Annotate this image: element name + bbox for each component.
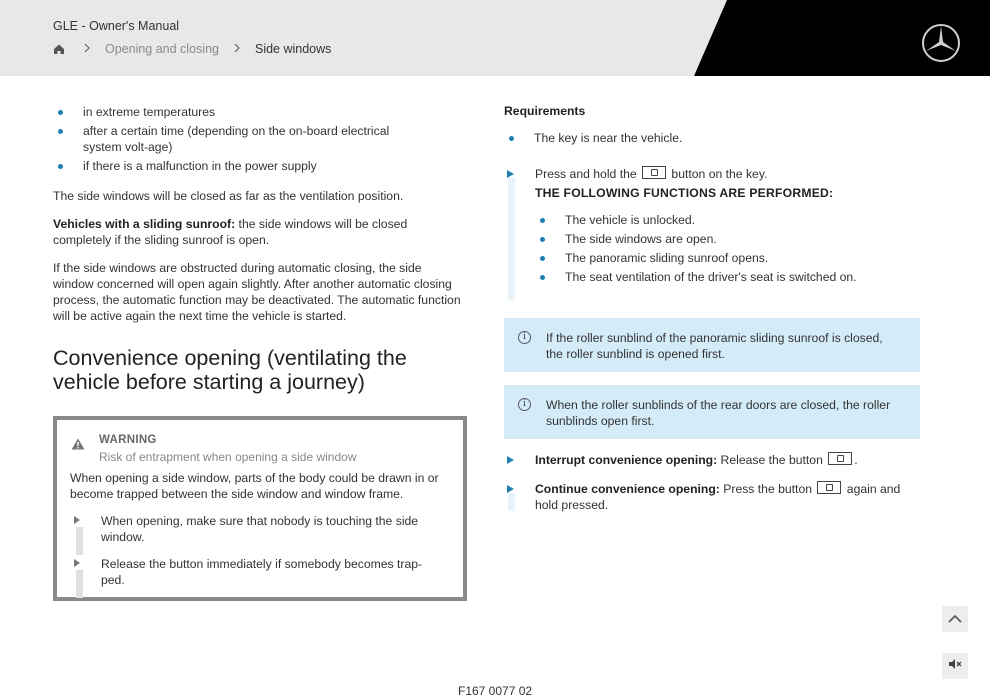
- step-bar: [508, 178, 515, 300]
- key-unlock-button-icon: [828, 452, 852, 465]
- breadcrumb-link-opening-closing[interactable]: Opening and closing: [105, 41, 219, 56]
- step-arrow-icon: [74, 559, 80, 567]
- functions-list: [535, 212, 920, 285]
- step-text-pre: Press and hold the: [535, 167, 637, 181]
- interrupt-step: [504, 452, 920, 468]
- step-bar: [76, 527, 83, 555]
- interrupt-end: .: [854, 453, 858, 467]
- breadcrumb-current: Side windows: [254, 41, 332, 56]
- key-unlock-button-icon: [817, 481, 841, 494]
- continue-label: Continue convenience opening:: [535, 482, 720, 496]
- warning-box: [53, 416, 467, 601]
- warning-triangle-icon: [71, 437, 85, 455]
- chevron-up-icon: [948, 610, 962, 628]
- step-bar: [508, 493, 515, 511]
- step-text: [535, 166, 920, 182]
- list-item: in extreme temperatures: [53, 104, 468, 120]
- list-item: The vehicle is unlocked.: [535, 212, 920, 228]
- info-icon: i: [518, 331, 531, 344]
- list-item: after a certain time (depending on the on-board electrical system volt-age): [53, 123, 423, 155]
- right-column: [504, 104, 920, 302]
- list-item: The seat ventilation of the driver's seat is switched on.: [535, 269, 920, 285]
- step-arrow-icon: [507, 456, 514, 464]
- list-item: if there is a malfunction in the power supply: [53, 158, 468, 174]
- continue-step: [504, 481, 920, 513]
- requirements-list: [504, 130, 920, 146]
- warning-step-text: When opening, make sure that nobody is touching the side window.: [101, 514, 419, 544]
- key-unlock-button-icon: [642, 166, 666, 179]
- step-text: [535, 481, 920, 513]
- manual-title: GLE - Owner's Manual: [53, 19, 180, 33]
- list-item: The side windows are open.: [535, 231, 920, 247]
- scroll-top-button[interactable]: [942, 606, 968, 632]
- home-icon[interactable]: [53, 43, 65, 55]
- speaker-mute-icon: [948, 657, 962, 675]
- step-arrow-icon: [74, 516, 80, 524]
- info-text: If the roller sunblind of the panoramic sliding sunroof is closed, the roller sunblind is opened first.: [546, 331, 883, 361]
- step-bar: [76, 570, 83, 598]
- sunroof-text: the side windows will be closed completely if the sliding sunroof is open.: [53, 217, 408, 247]
- info-box-sunblind: [504, 318, 920, 372]
- warning-step-text: Release the button immediately if somebody becomes trap-ped.: [101, 557, 423, 587]
- warning-step: [72, 513, 442, 545]
- breadcrumb: [53, 41, 331, 56]
- list-item: The key is near the vehicle.: [504, 130, 920, 146]
- warning-steps: [72, 513, 442, 599]
- info-text: When the roller sunblinds of the rear doors are closed, the roller sunblinds open first.: [546, 398, 891, 428]
- requirements-title: Requirements: [504, 104, 586, 118]
- info-box-rear-sunblinds: [504, 385, 920, 439]
- section-heading: Convenience opening (ventilating the vehicle before starting a journey): [53, 346, 407, 394]
- left-column: [53, 104, 468, 394]
- functions-title: THE FOLLOWING FUNCTIONS ARE PERFORMED:: [535, 186, 834, 200]
- step-arrow-icon: [507, 170, 514, 178]
- chevron-right-icon: [83, 41, 91, 56]
- mute-button[interactable]: [942, 653, 968, 679]
- paragraph-obstruction: If the side windows are obstructed during automatic closing, the side window concerned will open again slightly. After another automatic closing process, the automatic function may be deactivated. The automatic function will be active again the next time the vehicle is started.: [53, 261, 461, 323]
- step-text: [535, 452, 920, 468]
- continue-end: again and hold pressed.: [535, 482, 901, 512]
- step-arrow-icon: [507, 485, 514, 493]
- warning-subtitle: Risk of entrapment when opening a side window: [99, 450, 357, 464]
- chevron-right-icon: [233, 41, 241, 56]
- paragraph-ventilation: The side windows will be closed as far as the ventilation position.: [53, 189, 404, 203]
- interrupt-label: Interrupt convenience opening:: [535, 453, 718, 467]
- warning-step: [72, 556, 442, 588]
- conditions-list: [53, 104, 468, 174]
- mercedes-star-logo: [921, 23, 961, 63]
- interrupt-text: Release the button: [720, 453, 823, 467]
- paragraph-sunroof: [53, 216, 468, 248]
- continue-text: Press the button: [723, 482, 813, 496]
- sunroof-label: Vehicles with a sliding sunroof:: [53, 217, 236, 231]
- warning-title: WARNING: [99, 434, 157, 446]
- warning-text: When opening a side window, parts of the body could be drawn in or become trapped between the side window and window frame.: [70, 471, 439, 501]
- step-text-post: button on the key.: [671, 167, 768, 181]
- info-icon: i: [518, 398, 531, 411]
- list-item: The panoramic sliding sunroof opens.: [535, 250, 920, 266]
- figure-code: F167 0077 02: [458, 684, 533, 698]
- press-hold-step: [504, 166, 920, 302]
